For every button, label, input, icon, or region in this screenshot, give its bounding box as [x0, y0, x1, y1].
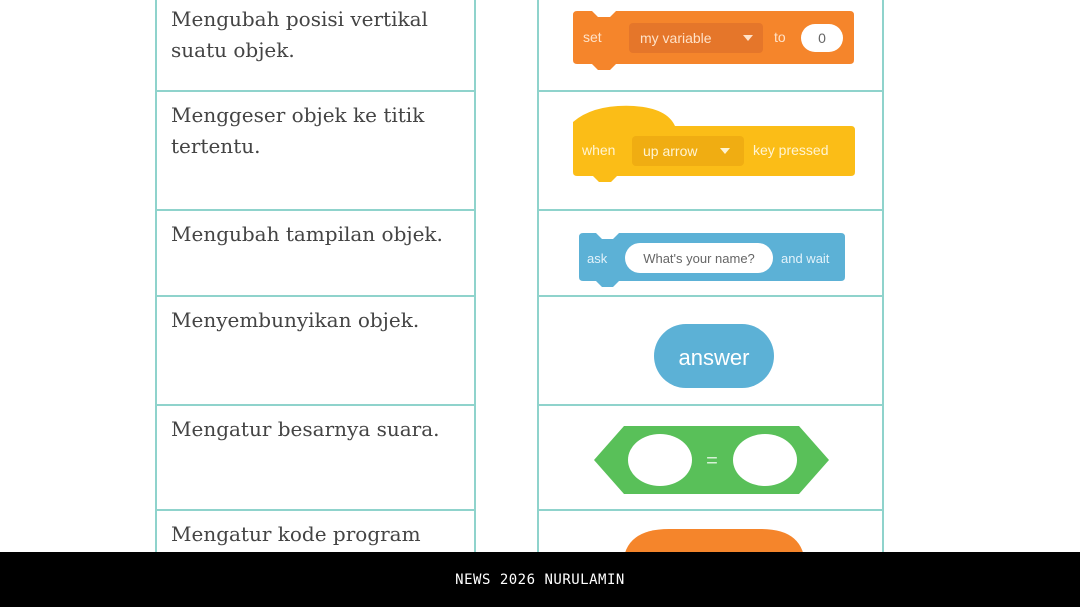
description-cell: [155, 90, 476, 211]
description-text: Mengubah tampilan objek.: [171, 222, 443, 246]
description-text: Mengubah posisi vertikal suatu objek.: [171, 7, 428, 62]
caption-text: NEWS 2026 NURULAMIN: [455, 571, 625, 588]
description-cell: [155, 295, 476, 406]
set-variable-block: [539, 0, 882, 90]
question-text: What's your name?: [643, 251, 755, 266]
left-operand-input[interactable]: [628, 434, 692, 486]
description-text: Menggeser objek ke titik tertentu.: [171, 103, 425, 158]
description-cell: [155, 0, 476, 92]
and-wait-label: and wait: [781, 251, 830, 266]
ask-and-wait-block: [539, 211, 882, 295]
description-text: Mengatur besarnya suara.: [171, 417, 440, 441]
set-label: set: [583, 29, 602, 45]
key-pressed-label: key pressed: [753, 142, 829, 158]
description-cell: [155, 404, 476, 511]
right-operand-input[interactable]: [733, 434, 797, 486]
answer-reporter-block: [539, 297, 882, 404]
key-dropdown-label: up arrow: [643, 143, 698, 159]
variable-dropdown-label: my variable: [640, 30, 712, 46]
block-cell: [537, 209, 884, 297]
when-label: when: [582, 142, 616, 158]
description-text: Menyembunyikan objek.: [171, 308, 420, 332]
description-cell: [155, 209, 476, 297]
ask-label: ask: [587, 251, 608, 266]
when-key-pressed-block: [539, 92, 882, 209]
equals-operator-block: [539, 406, 882, 509]
block-column: [537, 0, 884, 569]
to-label: to: [774, 29, 786, 45]
equals-label: =: [706, 450, 718, 472]
block-cell: [537, 295, 884, 406]
block-cell: [537, 404, 884, 511]
block-cell: [537, 0, 884, 92]
value-text: 0: [818, 30, 826, 46]
caption-bar: [0, 552, 1080, 607]
description-column: [155, 0, 476, 569]
answer-label: answer: [678, 345, 750, 370]
block-cell: [537, 90, 884, 211]
description-text: Mengatur kode program: [171, 522, 421, 546]
